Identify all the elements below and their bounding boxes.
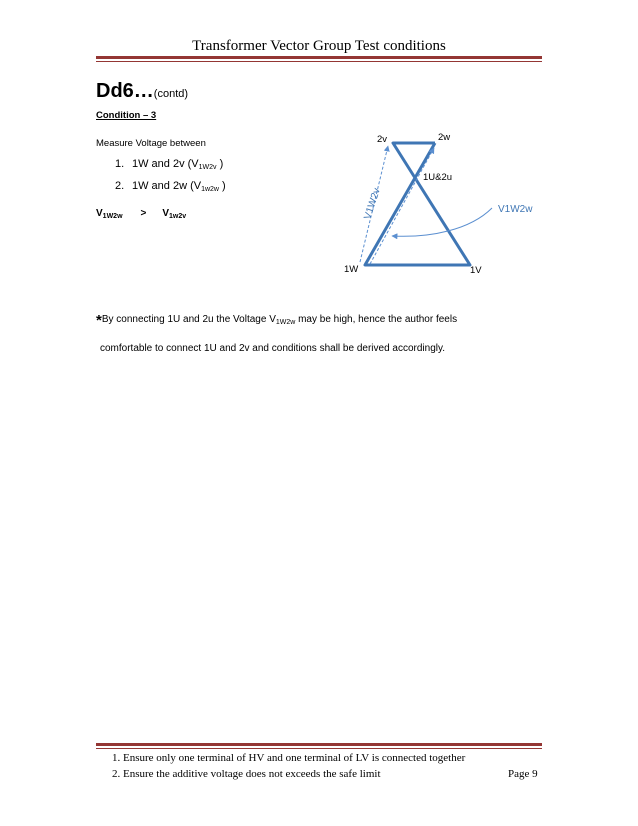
list-item-end: ) xyxy=(219,180,226,192)
v1w2w-arrow xyxy=(370,148,434,264)
list-item-subscript: 1w2w xyxy=(201,186,219,193)
comparison-left-subscript: 1W2w xyxy=(102,213,123,220)
v1w2v-label: V1W2v xyxy=(362,186,383,221)
header-rule-thin xyxy=(96,61,542,62)
list-item-text: 1W and 2v (V xyxy=(132,158,199,170)
node-1w-label: 1W xyxy=(344,264,359,275)
comparison-left: V xyxy=(96,208,103,219)
footer-note-1: 1. Ensure only one terminal of HV and one terminal of LV is connected together xyxy=(112,752,466,764)
node-2v-label: 2v xyxy=(377,134,388,145)
page-header-title: Transformer Vector Group Test conditions xyxy=(192,38,446,54)
list-item-number: 1. xyxy=(115,158,125,170)
condition-heading: Condition – 3 xyxy=(96,110,157,121)
comparison-right-subscript: 1w2v xyxy=(169,213,187,220)
section-title-suffix: (contd) xyxy=(153,88,189,100)
measure-instruction: Measure Voltage between xyxy=(96,138,206,149)
comparison-right: V xyxy=(162,208,170,219)
section-title-text: Dd6… xyxy=(96,80,154,102)
note-line-1 xyxy=(96,312,457,329)
note-text-b: may be high, hence the author feels xyxy=(295,314,458,325)
section-title xyxy=(96,80,188,103)
list-item-number: 2. xyxy=(115,180,125,192)
page-number: Page 9 xyxy=(508,768,538,780)
list-item-subscript: 1W2v xyxy=(198,164,217,171)
vector-diagram xyxy=(330,128,550,278)
node-2w-label: 2w xyxy=(438,132,451,143)
node-1v-label: 1V xyxy=(470,265,482,276)
note-star: * xyxy=(96,312,102,329)
comparison-operator: > xyxy=(140,208,147,219)
header-rule-thick xyxy=(96,56,542,59)
list-item xyxy=(115,158,223,171)
winding-triangle-lines xyxy=(365,143,470,265)
list-item-end: ) xyxy=(216,158,224,170)
note-subscript: 1W2w xyxy=(275,319,296,326)
footer-rule-thick xyxy=(96,743,542,746)
list-item xyxy=(115,180,226,193)
footer-note-2: 2. Ensure the additive voltage does not exceeds the safe limit xyxy=(112,768,381,780)
node-1u2u-label: 1U&2u xyxy=(423,172,453,183)
footer-rule-thin xyxy=(96,748,542,749)
voltage-comparison xyxy=(96,208,186,220)
note-line-2: comfortable to connect 1U and 2v and conditions shall be derived accordingly. xyxy=(100,343,446,354)
note-text-a: By connecting 1U and 2u the Voltage V xyxy=(101,314,276,325)
v1w2w-label: V1W2w xyxy=(498,204,533,215)
list-item-text: 1W and 2w (V xyxy=(132,180,202,192)
